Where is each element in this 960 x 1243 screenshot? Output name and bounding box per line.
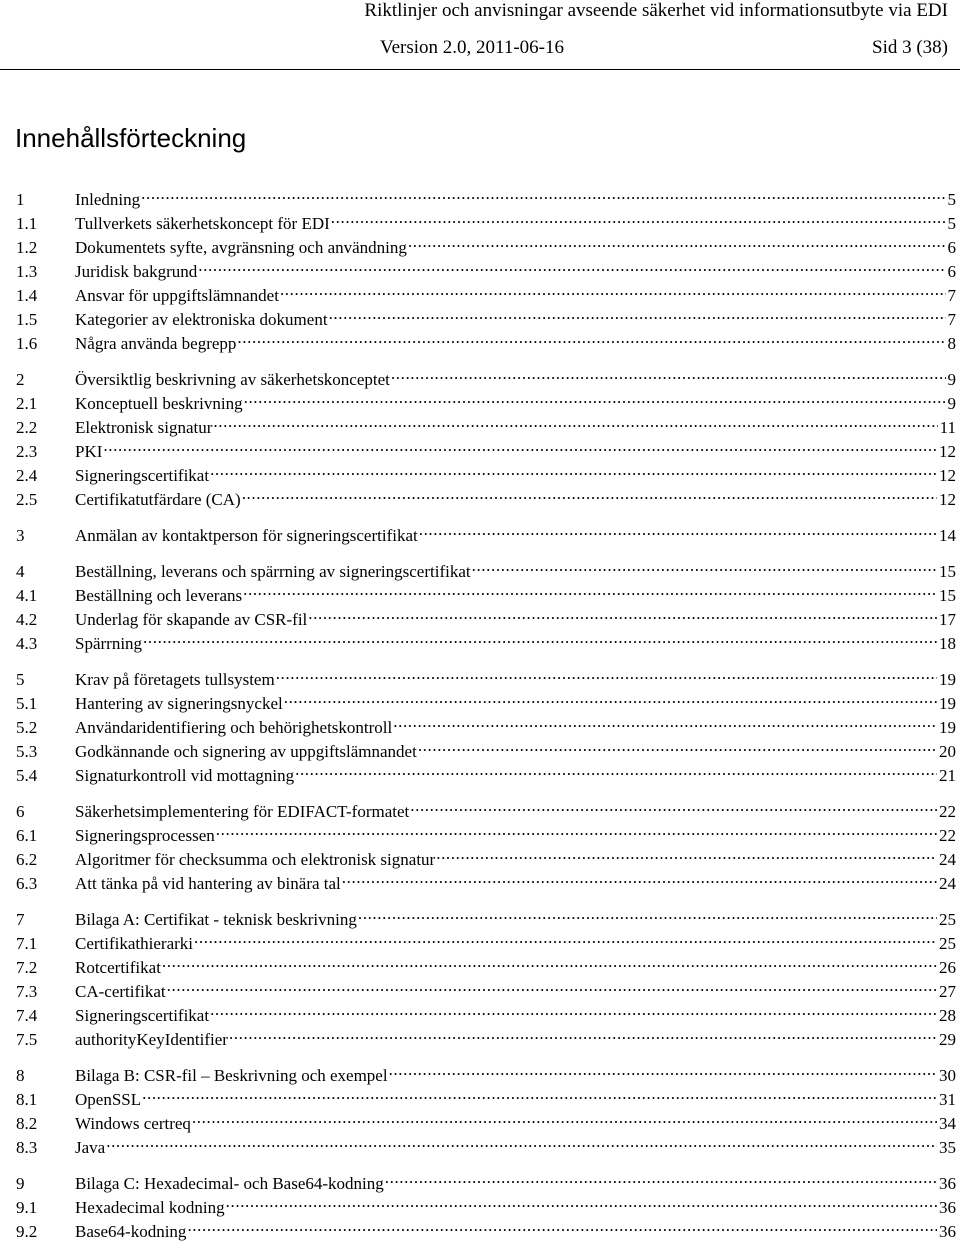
toc-entry-title[interactable]: Inledning — [75, 190, 141, 209]
toc-entry[interactable] — [16, 519, 956, 545]
toc-entry-page: 5 — [947, 214, 956, 233]
toc-entry-number: 9 — [16, 1174, 25, 1193]
toc-entry-number: 5 — [16, 670, 25, 689]
toc-entry-number: 8 — [16, 1066, 25, 1085]
toc-dot-leader — [167, 975, 937, 997]
toc-dot-leader — [358, 903, 937, 925]
toc-entry-title[interactable]: Användaridentifiering och behörighetskontroll — [75, 718, 393, 737]
toc-dot-leader — [280, 279, 946, 301]
toc-entry-page: 28 — [939, 1006, 956, 1025]
toc-dot-leader — [143, 627, 937, 649]
toc-entry-number: 1.5 — [16, 310, 38, 329]
toc-dot-leader — [389, 1059, 937, 1081]
toc-entry-title[interactable]: Signeringsprocessen — [75, 826, 215, 845]
toc-entry-number: 7.4 — [16, 1006, 38, 1025]
toc-entry[interactable] — [16, 579, 956, 605]
toc-dot-leader — [385, 1167, 937, 1189]
toc-dot-leader — [213, 411, 937, 433]
toc-entry[interactable] — [16, 255, 956, 281]
toc-entry[interactable] — [16, 459, 956, 485]
toc-entry[interactable] — [16, 1023, 956, 1049]
toc-entry-number: 9.2 — [16, 1222, 38, 1241]
toc-entry-page: 15 — [939, 586, 956, 605]
toc-entry[interactable] — [16, 303, 956, 329]
toc-entry[interactable] — [16, 207, 956, 233]
toc-entry[interactable] — [16, 999, 956, 1025]
toc-entry-number: 7.3 — [16, 982, 38, 1001]
toc-entry-page: 5 — [947, 190, 956, 209]
toc-dot-leader — [393, 711, 937, 733]
toc-entry-title[interactable]: PKI — [75, 442, 103, 461]
toc-entry-number: 1.1 — [16, 214, 38, 233]
toc-entry-page: 29 — [939, 1030, 956, 1049]
toc-entry-title[interactable]: Tullverkets säkerhetskoncept för EDI — [75, 214, 330, 233]
toc-entry-page: 26 — [939, 958, 956, 977]
toc-entry-number: 8.3 — [16, 1138, 38, 1157]
toc-entry-number: 4 — [16, 562, 25, 581]
toc-entry-page: 14 — [939, 526, 956, 545]
toc-entry-title[interactable]: Krav på företagets tullsystem — [75, 670, 275, 689]
toc-entry-number: 4.1 — [16, 586, 38, 605]
toc-entry-page: 36 — [939, 1222, 956, 1241]
toc-entry-title[interactable]: Spärrning — [75, 634, 143, 653]
toc-entry[interactable] — [16, 1215, 956, 1241]
toc-entry[interactable] — [16, 435, 956, 461]
toc-entry[interactable] — [16, 867, 956, 893]
toc-entry[interactable] — [16, 1107, 956, 1133]
toc-entry-page: 9 — [947, 370, 956, 389]
toc-entry-page: 27 — [939, 982, 956, 1001]
toc-entry-title[interactable]: Bilaga B: CSR-fil – Beskrivning och exempel — [75, 1066, 388, 1085]
toc-dot-leader — [342, 867, 937, 889]
toc-dot-leader — [472, 555, 937, 577]
toc-entry-title[interactable]: OpenSSL — [75, 1090, 142, 1109]
toc-entry-page: 19 — [939, 718, 956, 737]
toc-entry[interactable] — [16, 483, 956, 509]
toc-dot-leader — [244, 387, 946, 409]
toc-entry-title[interactable]: CA-certifikat — [75, 982, 166, 1001]
toc-entry-title[interactable]: Bilaga C: Hexadecimal- och Base64-kodning — [75, 1174, 384, 1193]
toc-entry-page: 22 — [939, 826, 956, 845]
toc-entry-page: 12 — [939, 466, 956, 485]
toc-entry[interactable] — [16, 1059, 956, 1085]
toc-entry-number: 7.1 — [16, 934, 38, 953]
toc-entry[interactable] — [16, 363, 956, 389]
toc-dot-leader — [308, 603, 937, 625]
toc-entry[interactable] — [16, 183, 956, 209]
toc-entry-number: 6 — [16, 802, 25, 821]
toc-entry-number: 1.3 — [16, 262, 38, 281]
page-number: Sid 3 (38) — [872, 37, 948, 58]
toc-entry[interactable] — [16, 843, 956, 869]
toc-dot-leader — [276, 663, 937, 685]
toc-dot-leader — [187, 1215, 937, 1237]
toc-entry[interactable] — [16, 1083, 956, 1109]
toc-entry[interactable] — [16, 387, 956, 413]
toc-entry[interactable] — [16, 1131, 956, 1157]
toc-entry-number: 8.1 — [16, 1090, 38, 1109]
toc-entry-page: 36 — [939, 1174, 956, 1193]
toc-entry-page: 31 — [939, 1090, 956, 1109]
toc-entry[interactable] — [16, 927, 956, 953]
toc-entry-page: 12 — [939, 442, 956, 461]
toc-entry-title[interactable]: authorityKeyIdentifier — [75, 1030, 228, 1049]
toc-entry[interactable] — [16, 231, 956, 257]
toc-entry[interactable] — [16, 627, 956, 653]
toc-entry-title[interactable]: Hantering av signeringsnyckel — [75, 694, 283, 713]
toc-dot-leader — [243, 579, 937, 601]
toc-dot-leader — [210, 999, 937, 1021]
toc-entry[interactable] — [16, 759, 956, 785]
toc-entry-number: 2.2 — [16, 418, 38, 437]
toc-dot-leader — [331, 207, 946, 229]
toc-entry-number: 5.2 — [16, 718, 38, 737]
toc-dot-leader — [295, 759, 937, 781]
toc-entry-page: 25 — [939, 934, 956, 953]
toc-entry[interactable] — [16, 903, 956, 929]
toc-dot-leader — [419, 519, 937, 541]
toc-entry-number: 1.2 — [16, 238, 38, 257]
toc-entry-page: 19 — [939, 694, 956, 713]
toc-entry[interactable] — [16, 555, 956, 581]
toc-entry[interactable] — [16, 951, 956, 977]
toc-entry-number: 6.2 — [16, 850, 38, 869]
toc-entry-page: 8 — [947, 334, 956, 353]
toc-entry-title[interactable]: Elektronisk signatur — [75, 418, 213, 437]
toc-dot-leader — [106, 1131, 937, 1153]
toc-entry-page: 25 — [939, 910, 956, 929]
toc-entry-title[interactable]: Att tänka på vid hantering av binära tal — [75, 874, 341, 893]
toc-entry-title[interactable]: Rotcertifikat — [75, 958, 161, 977]
toc-entry-page: 34 — [939, 1114, 956, 1133]
toc-dot-leader — [284, 687, 937, 709]
toc-entry[interactable] — [16, 1191, 956, 1217]
toc-entry-number: 6.3 — [16, 874, 38, 893]
toc-entry-page: 7 — [947, 310, 956, 329]
toc-entry-number: 2.3 — [16, 442, 38, 461]
toc-entry-page: 11 — [939, 418, 956, 437]
toc-entry-page: 17 — [939, 610, 956, 629]
toc-entry-number: 4.2 — [16, 610, 38, 629]
toc-dot-leader — [229, 1023, 937, 1045]
toc-entry-title[interactable]: Certifikathierarki — [75, 934, 194, 953]
toc-entry-number: 3 — [16, 526, 25, 545]
document-version: Version 2.0, 2011-06-16 — [380, 37, 564, 58]
toc-entry-number: 9.1 — [16, 1198, 38, 1217]
toc-entry-number: 5.4 — [16, 766, 38, 785]
toc-dot-leader — [192, 1107, 937, 1129]
toc-entry-title[interactable]: Hexadecimal kodning — [75, 1198, 225, 1217]
toc-dot-leader — [329, 303, 946, 325]
toc-dot-leader — [198, 255, 945, 277]
toc-entry-page: 6 — [947, 262, 956, 281]
toc-entry[interactable] — [16, 411, 956, 437]
toc-entry-title[interactable]: Certifikatutfärdare (CA) — [75, 490, 241, 509]
toc-entry-title[interactable]: Godkännande och signering av uppgiftslämnandet — [75, 742, 417, 761]
toc-entry-page: 36 — [939, 1198, 956, 1217]
toc-dot-leader — [410, 795, 937, 817]
toc-entry-page: 18 — [939, 634, 956, 653]
toc-dot-leader — [391, 363, 946, 385]
toc-entry-page: 22 — [939, 802, 956, 821]
toc-entry-title[interactable]: Några använda begrepp — [75, 334, 237, 353]
toc-entry-title[interactable]: Beställning, leverans och spärrning av signeringscertifikat — [75, 562, 471, 581]
toc-entry-page: 24 — [939, 850, 956, 869]
toc-heading: Innehållsförteckning — [15, 123, 247, 153]
toc-entry-number: 1.4 — [16, 286, 38, 305]
toc-entry-title[interactable]: Ansvar för uppgiftslämnandet — [75, 286, 279, 305]
toc-entry-title[interactable]: Anmälan av kontaktperson för signeringscertifikat — [75, 526, 418, 545]
toc-dot-leader — [436, 843, 937, 865]
toc-entry[interactable] — [16, 603, 956, 629]
toc-entry-page: 24 — [939, 874, 956, 893]
toc-dot-leader — [216, 819, 937, 841]
toc-entry-title[interactable]: Översiktlig beskrivning av säkerhetskonceptet — [75, 370, 390, 389]
toc-entry-number: 2.1 — [16, 394, 38, 413]
toc-entry-number: 1.6 — [16, 334, 38, 353]
toc-entry[interactable] — [16, 735, 956, 761]
toc-entry-title[interactable]: Säkerhetsimplementering för EDIFACT-formatet — [75, 802, 410, 821]
toc-entry-title[interactable]: Konceptuell beskrivning — [75, 394, 243, 413]
toc-entry-page: 6 — [947, 238, 956, 257]
document-title: Riktlinjer och anvisningar avseende säkerhet vid informationsutbyte via EDI — [364, 0, 948, 21]
toc-dot-leader — [142, 1083, 937, 1105]
toc-entry-page: 21 — [939, 766, 956, 785]
toc-dot-leader — [226, 1191, 937, 1213]
toc-entry-number: 7.2 — [16, 958, 38, 977]
toc-dot-leader — [210, 459, 937, 481]
toc-entry-title[interactable]: Base64-kodning — [75, 1222, 187, 1241]
toc-dot-leader — [141, 183, 945, 205]
toc-entry-page: 35 — [939, 1138, 956, 1157]
toc-entry-number: 5.3 — [16, 742, 38, 761]
toc-entry-number: 6.1 — [16, 826, 38, 845]
toc-entry[interactable] — [16, 975, 956, 1001]
toc-entry-title[interactable]: Kategorier av elektroniska dokument — [75, 310, 328, 329]
toc-entry-title[interactable]: Signeringscertifikat — [75, 1006, 210, 1025]
toc-entry-title[interactable]: Windows certreq — [75, 1114, 191, 1133]
toc-entry-title[interactable]: Beställning och leverans — [75, 586, 243, 605]
toc-entry-title[interactable]: Java — [75, 1138, 106, 1157]
toc-entry-number: 5.1 — [16, 694, 38, 713]
toc-entry-page: 19 — [939, 670, 956, 689]
toc-dot-leader — [103, 435, 937, 457]
toc-entry[interactable] — [16, 795, 956, 821]
toc-entry[interactable] — [16, 663, 956, 689]
toc-entry-number: 1 — [16, 190, 25, 209]
toc-dot-leader — [418, 735, 937, 757]
toc-entry-number: 7.5 — [16, 1030, 38, 1049]
toc-entry[interactable] — [16, 711, 956, 737]
toc-dot-leader — [194, 927, 937, 949]
toc-entry-title[interactable]: Signaturkontroll vid mottagning — [75, 766, 295, 785]
toc-entry[interactable] — [16, 819, 956, 845]
toc-entry-title[interactable]: Algoritmer för checksumma och elektronisk signatur — [75, 850, 436, 869]
toc-entry-title[interactable]: Dokumentets syfte, avgränsning och användning — [75, 238, 407, 257]
toc-entry-title[interactable]: Bilaga A: Certifikat - teknisk beskrivning — [75, 910, 357, 929]
toc-entry[interactable] — [16, 687, 956, 713]
toc-entry[interactable] — [16, 279, 956, 305]
toc-entry-number: 2.4 — [16, 466, 38, 485]
toc-entry[interactable] — [16, 327, 956, 353]
toc-entry-number: 8.2 — [16, 1114, 38, 1133]
toc-entry-page: 15 — [939, 562, 956, 581]
toc-dot-leader — [162, 951, 937, 973]
toc-entry-number: 2 — [16, 370, 25, 389]
toc-entry-page: 20 — [939, 742, 956, 761]
toc-entry-page: 7 — [947, 286, 956, 305]
toc-entry-title[interactable]: Signeringscertifikat — [75, 466, 210, 485]
toc-entry-title[interactable]: Underlag för skapande av CSR-fil — [75, 610, 308, 629]
toc-entry-title[interactable]: Juridisk bakgrund — [75, 262, 198, 281]
toc-entry-page: 12 — [939, 490, 956, 509]
toc-dot-leader — [242, 483, 937, 505]
toc-dot-leader — [237, 327, 945, 349]
toc-entry-page: 30 — [939, 1066, 956, 1085]
toc-entry-number: 4.3 — [16, 634, 38, 653]
toc-entry-number: 2.5 — [16, 490, 38, 509]
toc-entry-page: 9 — [947, 394, 956, 413]
toc-entry-number: 7 — [16, 910, 25, 929]
toc-entry[interactable] — [16, 1167, 956, 1193]
toc-dot-leader — [408, 231, 946, 253]
